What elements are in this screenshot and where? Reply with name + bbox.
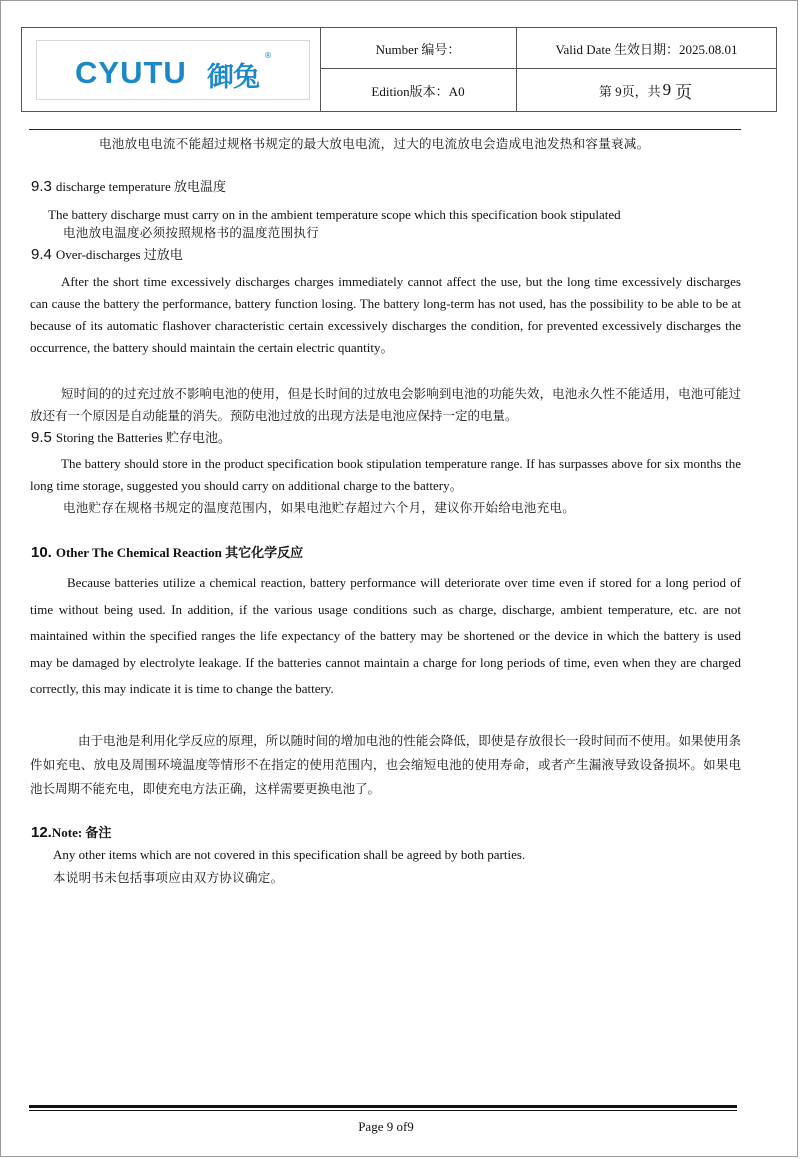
section-10-cn: 由于电池是利用化学反应的原理，所以随时间的增加电池的性能会降低，即使是存放很长一段时间而不使用。如果使用条件如充电、放电及周围环境温度等情形不在指定的使用范围内，也会缩短电池的使用寿命，或者产生漏液导致设备损坏。如果电池长周期不能充电，即使充电方法正确，这样需要更换电池了。 <box>30 733 741 796</box>
edition-cell <box>320 69 517 111</box>
section-9-3-heading <box>31 177 226 197</box>
section-9-4-cn: 短时间的的过充过放不影响电池的使用，但是长时间的过放电会影响到电池的功能失效，电池永久性不能适用，电池可能过放还有一个原因是自动能量的消失。预防电池过放的出现方法是电池应保持一定的电量。 <box>30 386 741 423</box>
registered-mark: ® <box>264 51 272 60</box>
section-number: 9.3 <box>31 178 52 195</box>
section-title: Note: 备注 <box>51 825 112 840</box>
page-footer: Page 9 of9 <box>358 1119 414 1134</box>
logo-cell <box>22 28 321 111</box>
section-number: 12. <box>31 824 52 841</box>
header-divider <box>29 129 741 130</box>
section-title: Storing the Batteries 贮存电池。 <box>55 430 231 445</box>
footer-rule-thick <box>29 1105 737 1108</box>
number-cell <box>320 28 517 69</box>
edition: Edition版本：A0 <box>371 83 465 99</box>
section-10-heading <box>31 543 303 563</box>
page-info-suffix: 页 <box>675 82 693 102</box>
section-title: Over-discharges 过放电 <box>55 247 183 262</box>
section-9-5-heading <box>31 428 231 448</box>
page-total: 9 <box>662 80 672 99</box>
page-info-prefix: 第 9页，共 <box>598 83 661 99</box>
logo <box>36 40 310 100</box>
header-table <box>21 27 777 112</box>
logo-cjk-text: 御兔 <box>207 62 259 93</box>
valid-date-cell <box>517 28 776 69</box>
section-9-4-heading <box>31 245 183 265</box>
intro-line: 电池放电电流不能超过规格书规定的最大放电电流，过大的电流放电会造成电池发热和容量衰减。 <box>99 136 650 151</box>
section-12-heading <box>31 823 111 843</box>
number-label: Number 编号： <box>375 41 461 57</box>
section-title: Other The Chemical Reaction 其它化学反应 <box>55 545 304 560</box>
section-number: 9.4 <box>31 246 52 263</box>
section-9-5-cn: 电池贮存在规格书规定的温度范围内，如果电池贮存超过六个月，建议你开始给电池充电。 <box>63 500 576 515</box>
section-number: 9.5 <box>31 429 52 446</box>
section-9-3-cn: 电池放电温度必须按照规格书的温度范围执行 <box>63 225 320 240</box>
section-12-cn: 本说明书未包括事项应由双方协议确定。 <box>53 870 284 885</box>
section-10-en: Because batteries utilize a chemical reaction, battery performance will deteriorate over time even if stored for a long period of time without being used. In addition, if the various usage conditions such as charge, discharge, ambient temperature, etc. are not maintained within the specified ranges the life expectancy of the battery may be shortened or the device in which the battery is used may be damaged by electrolyte leakage. If the batteries cannot maintain a charge for long periods of time, even when they are charged correctly, this may indicate it is time to change the battery. <box>30 575 741 696</box>
footer-rule-thin <box>29 1110 737 1111</box>
section-title: discharge temperature 放电温度 <box>55 179 227 194</box>
page-info-cell <box>517 69 776 111</box>
section-9-3-en: The battery discharge must carry on in the ambient temperature scope which this specification book stipulated <box>48 207 621 222</box>
valid-date: Valid Date 生效日期：2025.08.01 <box>555 41 738 57</box>
section-number: 10. <box>31 544 52 561</box>
section-9-5-en: The battery should store in the product specification book stipulation temperature range. If has surpasses above for six months the long time storage, suggested you should carry on additional charge to the battery。 <box>30 456 741 493</box>
logo-latin-text: CYUTU <box>75 55 187 90</box>
section-9-4-en: After the short time excessively discharges charges immediately cannot affect the use, but the long time excessively discharges can cause the battery the performance, battery function losing. The battery long-term has not used, has the possibility to be able to be at because of its automatic flashover characteristic certain excessively discharges the condition, for prevented excessively discharges the occurrence, the battery should maintain the certain electric quantity。 <box>30 274 741 355</box>
section-12-en: Any other items which are not covered in this specification shall be agreed by both parties. <box>53 847 526 862</box>
